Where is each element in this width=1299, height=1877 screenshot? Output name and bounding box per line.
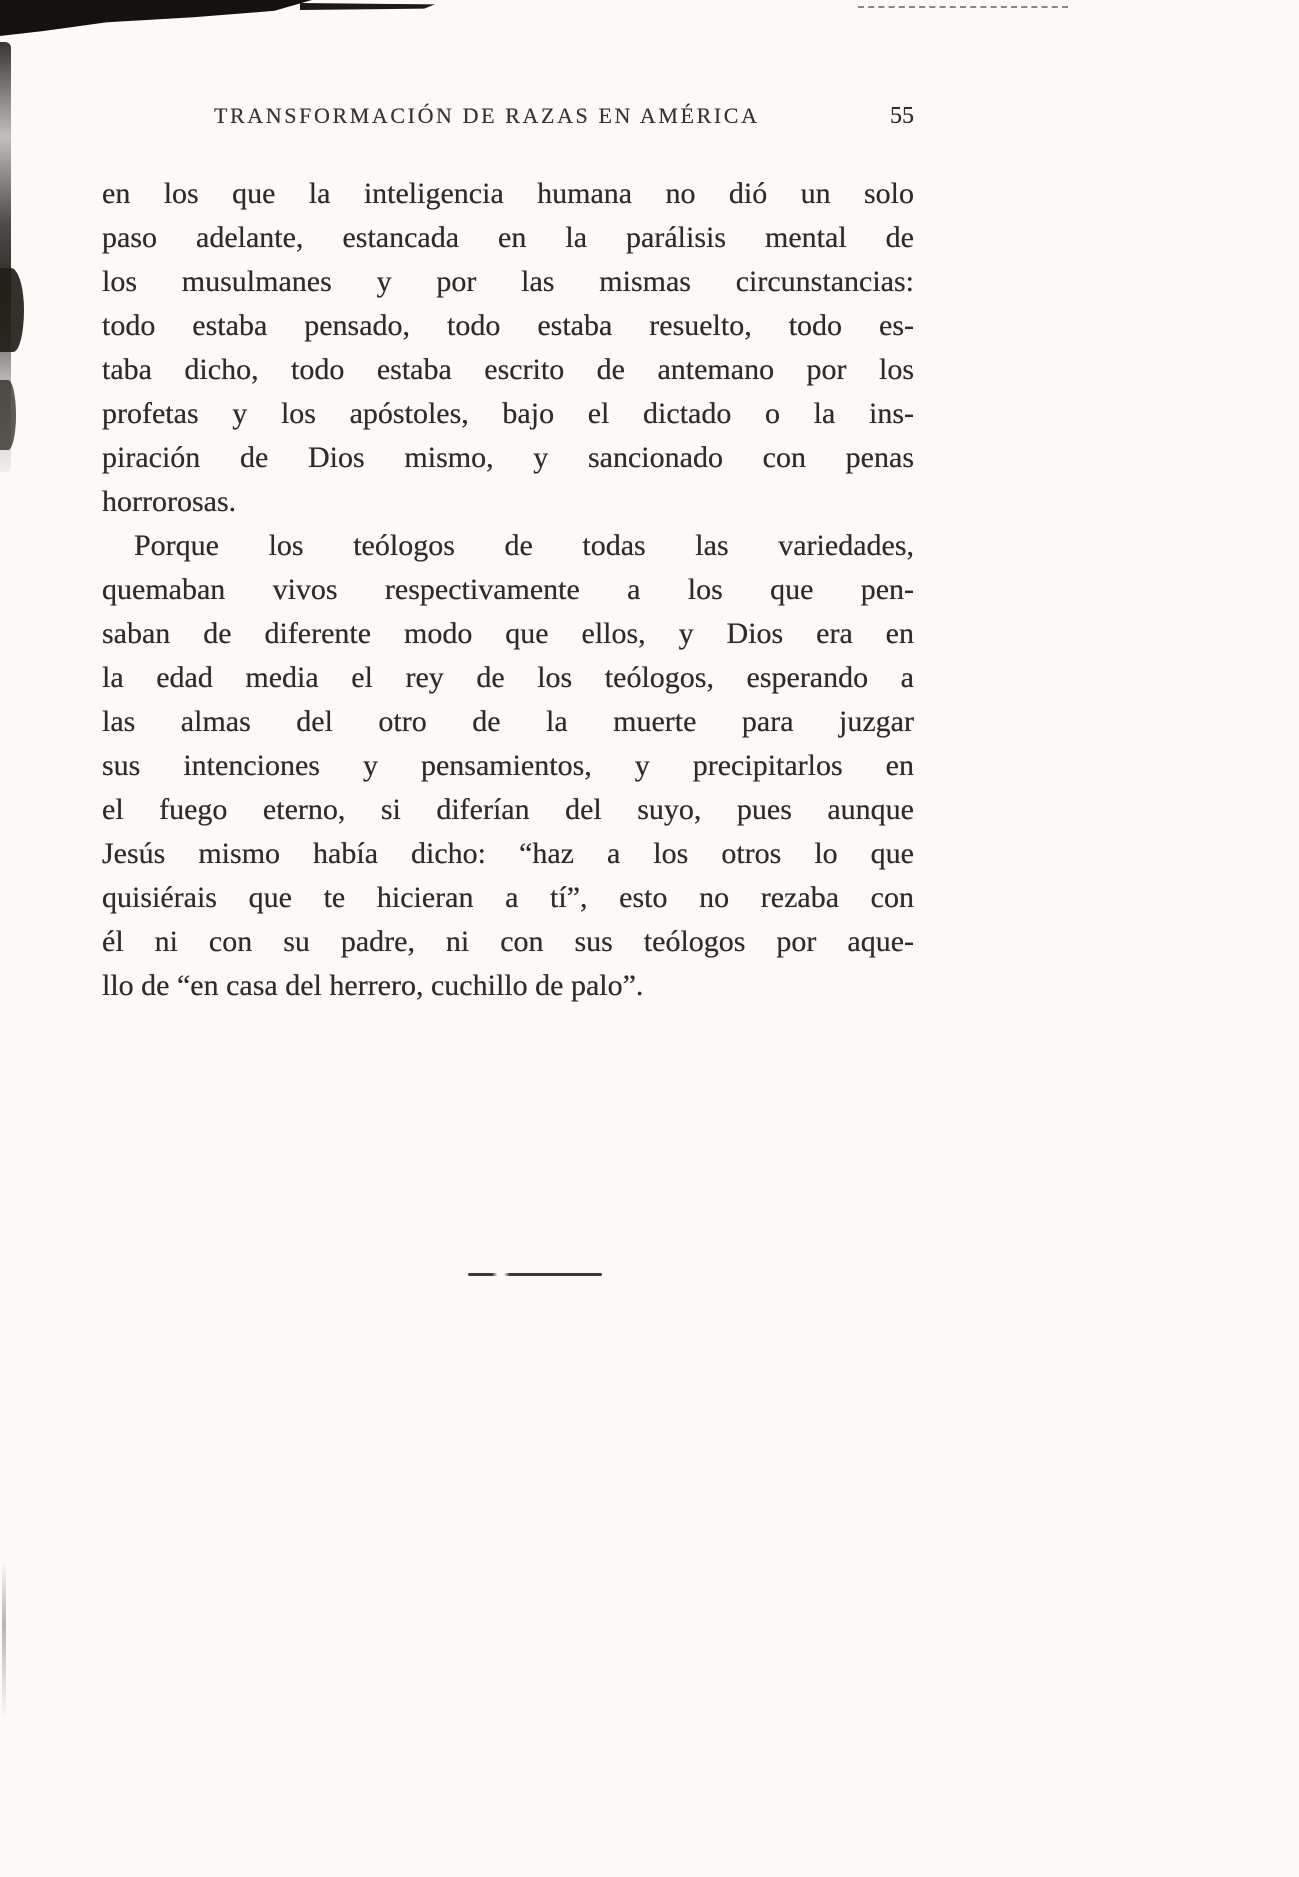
scan-artifact-left-blob-2 bbox=[0, 380, 16, 450]
body-text-block bbox=[102, 172, 914, 1008]
paragraph-1 bbox=[102, 172, 914, 524]
text-line: todo estaba pensado, todo estaba resuelto, todo es- bbox=[102, 309, 914, 342]
scan-artifact-top-dashed-line bbox=[858, 6, 1068, 8]
scan-artifact-top-left-blob bbox=[0, 0, 312, 36]
text-line: sus intenciones y pensamientos, y precipitarlos en bbox=[102, 749, 914, 782]
text-line: taba dicho, todo estaba escrito de antemano por los bbox=[102, 353, 914, 386]
scan-artifact-left-faint-streak bbox=[2, 1560, 6, 1720]
scan-artifact-top-streak bbox=[300, 3, 435, 10]
text-line: quemaban vivos respectivamente a los que pen- bbox=[102, 573, 914, 606]
text-line: Jesús mismo había dicho: “haz a los otros lo que bbox=[102, 837, 914, 870]
paragraph-2 bbox=[102, 524, 914, 1008]
text-line: los musulmanes y por las mismas circunstancias: bbox=[102, 265, 914, 298]
text-line: las almas del otro de la muerte para juzgar bbox=[102, 705, 914, 738]
page-number: 55 bbox=[890, 103, 914, 129]
text-line: paso adelante, estancada en la parálisis mental de bbox=[102, 221, 914, 254]
text-line: quisiérais que te hicieran a tí”, esto no rezaba con bbox=[102, 881, 914, 914]
text-line: el fuego eterno, si diferían del suyo, pues aunque bbox=[102, 793, 914, 826]
text-line: piración de Dios mismo, y sancionado con penas bbox=[102, 441, 914, 474]
text-line: Porque los teólogos de todas las variedades, bbox=[134, 529, 914, 562]
text-line: llo de “en casa del herrero, cuchillo de palo”. bbox=[102, 969, 644, 1002]
scan-artifact-left-blob bbox=[0, 268, 24, 352]
text-line: saban de diferente modo que ellos, y Dios era en bbox=[102, 617, 914, 650]
running-header bbox=[102, 103, 914, 130]
text-line: profetas y los apóstoles, bajo el dictado o la ins- bbox=[102, 397, 914, 430]
text-line: la edad media el rey de los teólogos, esperando a bbox=[102, 661, 914, 694]
section-separator bbox=[468, 1273, 602, 1276]
scan-artifact-left-edge-band bbox=[0, 42, 11, 472]
running-header-title: TRANSFORMACIÓN DE RAZAS EN AMÉRICA bbox=[214, 103, 760, 128]
text-line: horrorosas. bbox=[102, 485, 237, 518]
text-line: él ni con su padre, ni con sus teólogos por aque- bbox=[102, 925, 914, 958]
text-line: en los que la inteligencia humana no dió un solo bbox=[102, 177, 914, 210]
